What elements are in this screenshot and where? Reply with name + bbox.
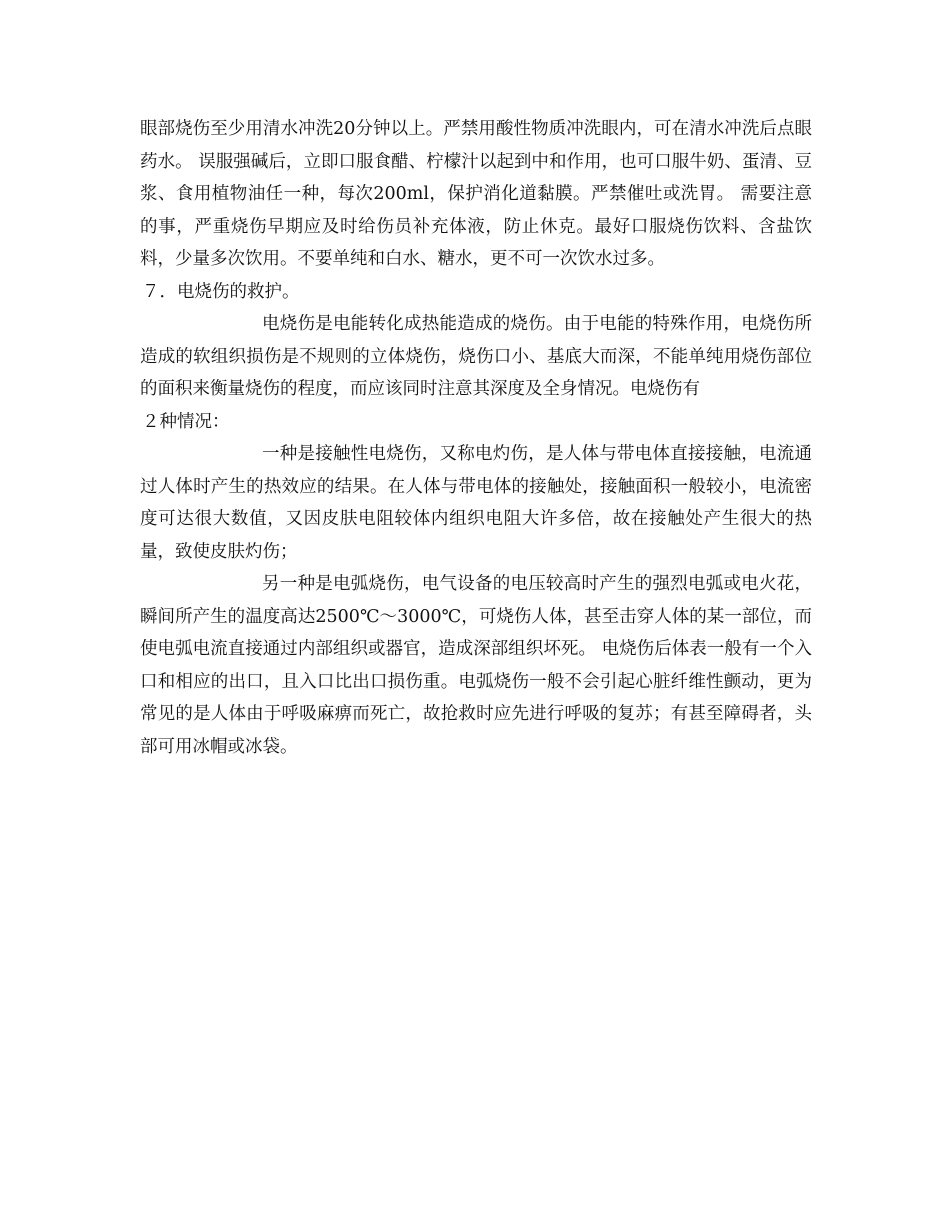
paragraph-contact-burn: 一种是接触性电烧伤，又称电灼伤，是人体与带电体直接接触，电流通过人体时产生的热效应的结果。在人体与带电体的接触处，接触面积一般较小，电流密度可达很大数值，又因皮肤电阻较体内组织电阻大许多倍，故在接触处产生很大的热量，致使皮肤灼伤； — [140, 444, 812, 562]
document-body — [140, 113, 812, 763]
paragraph-electric-burn-intro: 电烧伤是电能转化成热能造成的烧伤。由于电能的特殊作用，电烧伤所造成的软组织损伤是不规则的立体烧伤，烧伤口小、基底大而深，不能单纯用烧伤部位的面积来衡量烧伤的程度，而应该同时注意其深度及全身情况。电烧伤有 — [140, 314, 812, 399]
paragraph-eye-and-ingestion: 眼部烧伤至少用清水冲洗20分钟以上。严禁用酸性物质冲洗眼内，可在清水冲洗后点眼药水。 误服强碱后，立即口服食醋、柠檬汁以起到中和作用，也可口服牛奶、蛋清、豆浆、食用植物油任一种，每次200ml，保护消化道黏膜。严禁催吐或洗胃。 需要注意的事，严重烧伤早期应及时给伤员补充体液，防止休克。最好口服烧伤饮料、含盐饮料，少量多次饮用。不要单纯和白水、糖水，更不可一次饮水过多。 — [140, 119, 812, 269]
section-heading-electric-burn: ７．电烧伤的救护。 — [142, 281, 300, 302]
paragraph-arc-burn: 另一种是电弧烧伤，电气设备的电压较高时产生的强烈电弧或电火花，瞬间所产生的温度高达2500℃～3000℃，可烧伤人体，甚至击穿人体的某一部位，而使电弧电流直接通过内部组织或器官，造成深部组织坏死。 电烧伤后体表一般有一个入口和相应的出口，且入口比出口损伤重。电弧烧伤一般不会引起心脏纤维性颤动，更为常见的是人体由于呼吸麻痹而死亡，故抢救时应先进行呼吸的复苏；有甚至障碍者，头部可用冰帽或冰袋。 — [140, 574, 812, 757]
paragraph-two-cases: ２种情况： — [142, 411, 230, 432]
